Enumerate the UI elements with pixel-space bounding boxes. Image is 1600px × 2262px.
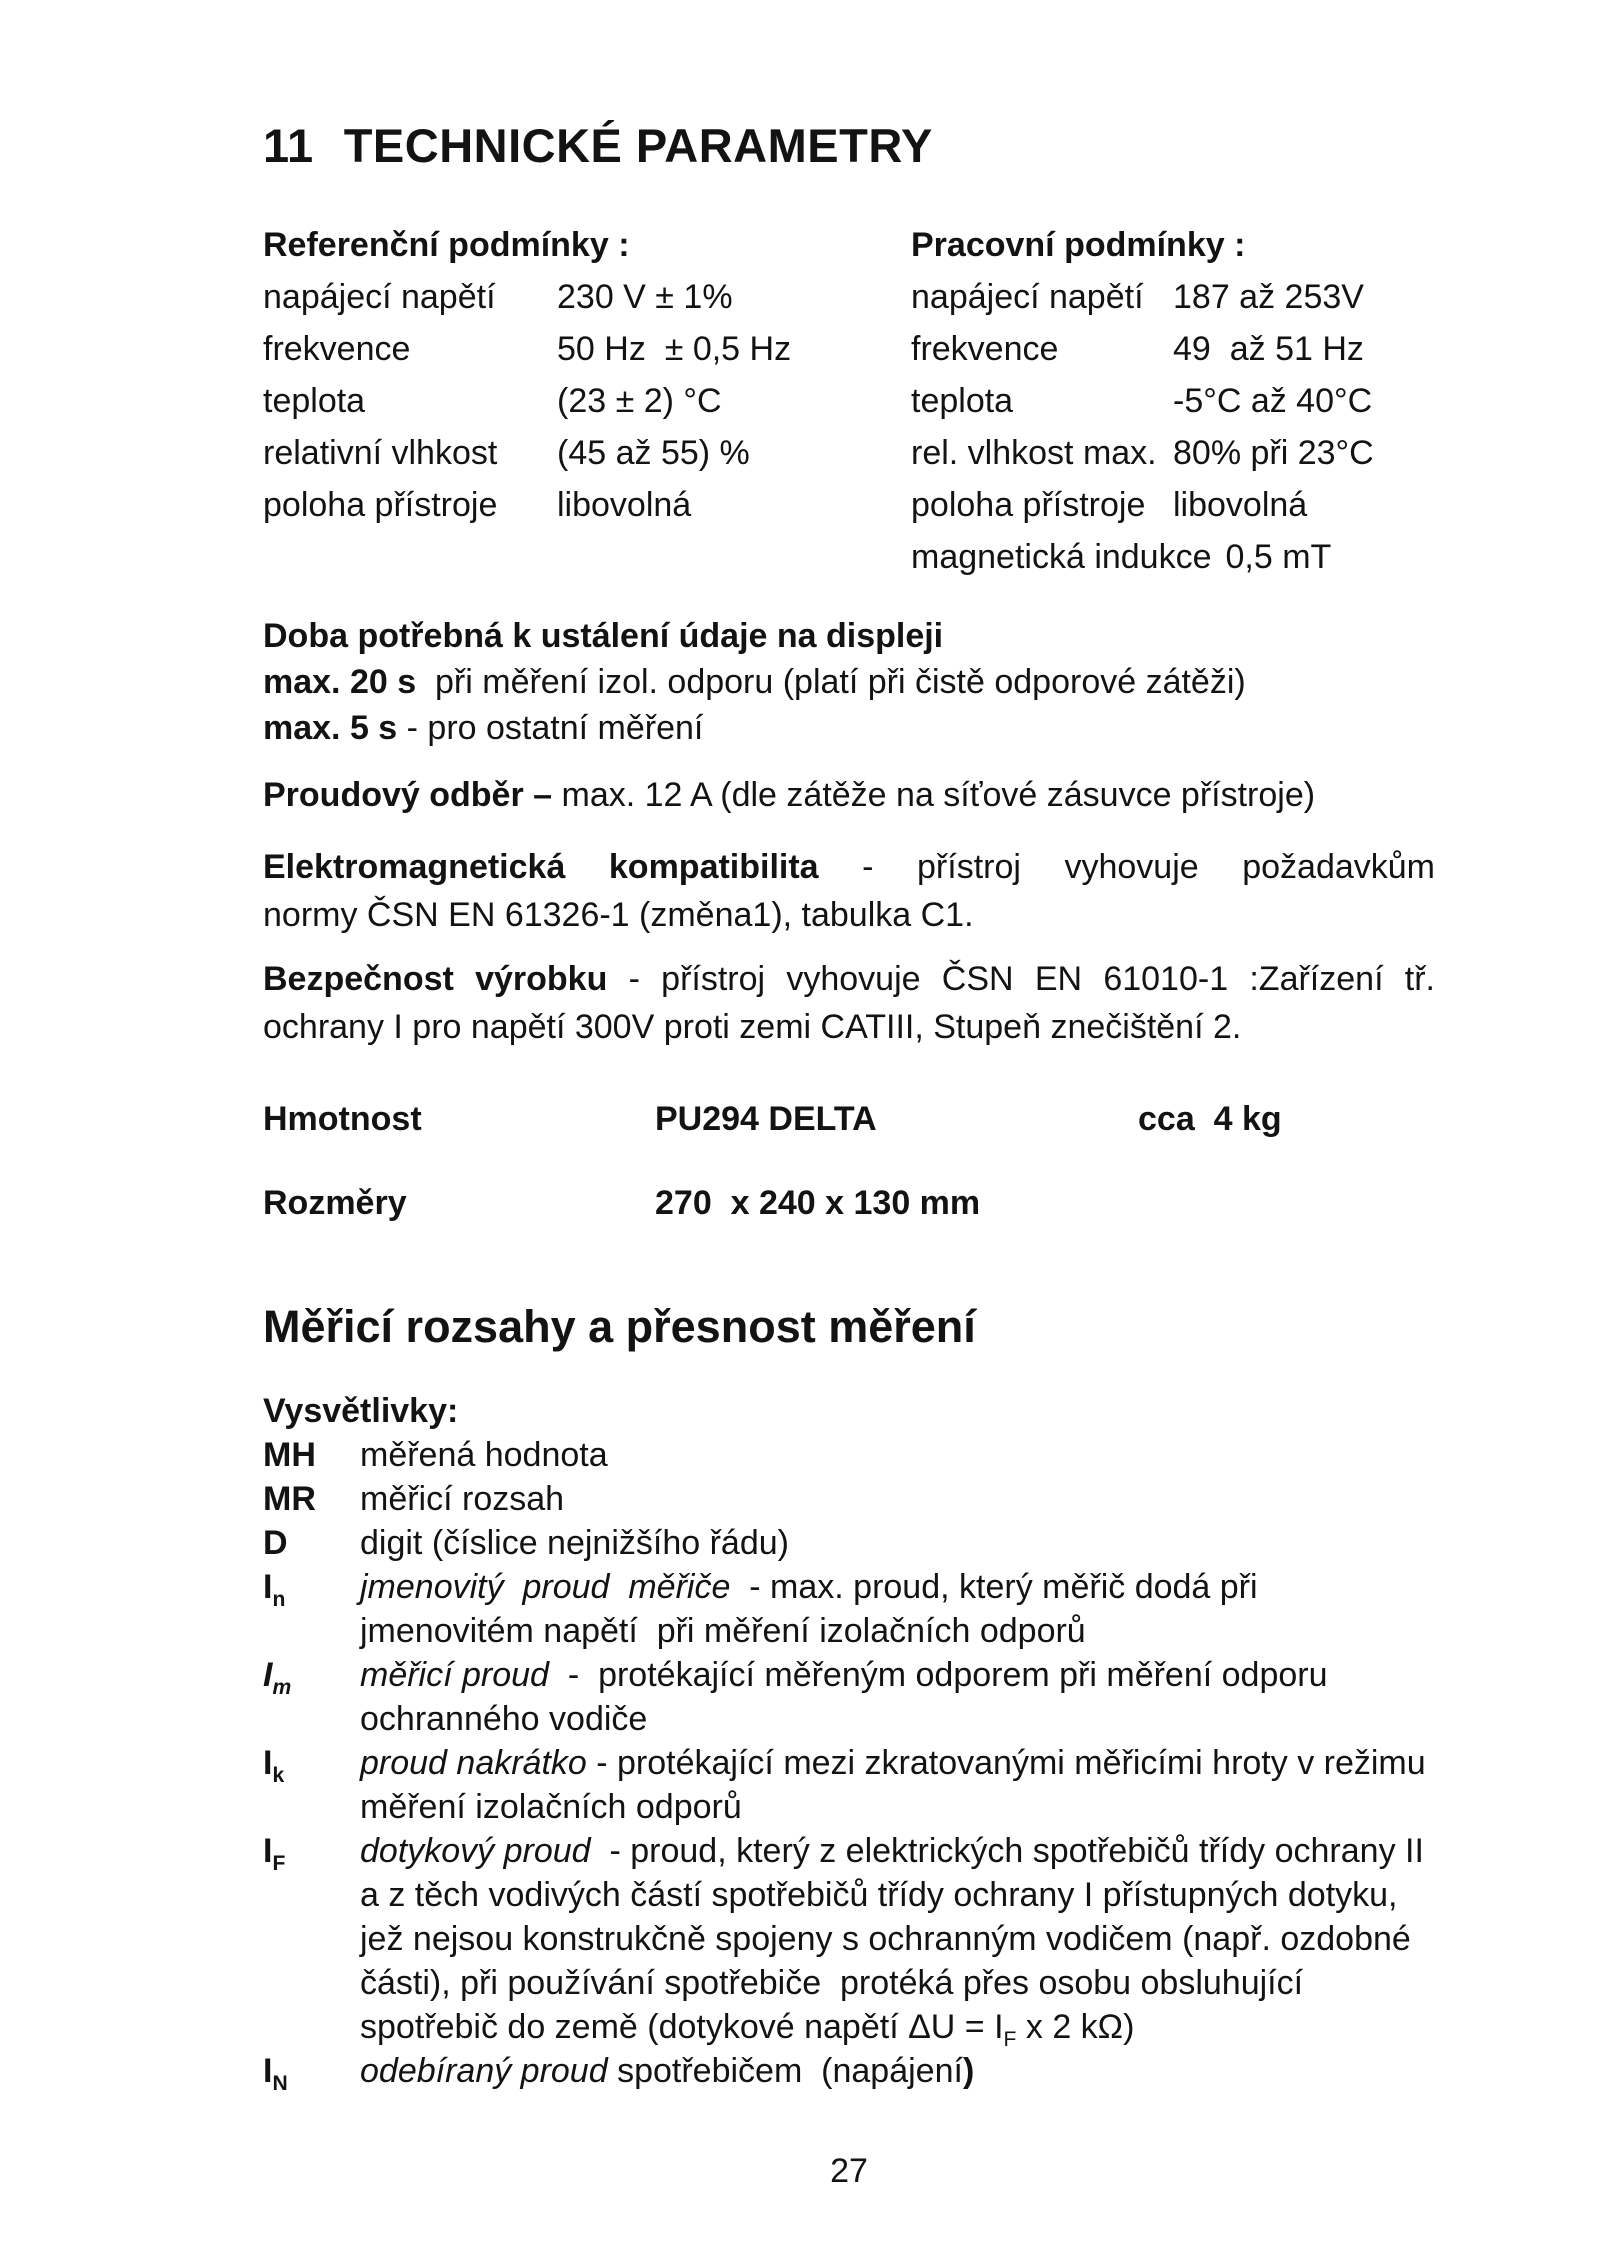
condition-label: frekvence: [911, 330, 1059, 368]
safety-term: Bezpečnost výrobku: [263, 960, 608, 998]
definition-text: spotřebičem (napájení: [607, 2052, 963, 2090]
legend-definition: [360, 1653, 1435, 1741]
condition-value: 230 V ± 1%: [557, 278, 733, 316]
weight-value: cca 4 kg: [1138, 1100, 1282, 1138]
legend-term: [263, 2049, 360, 2093]
definition-text: - max. proud, který měřič dodá při jmenovitém napětí při měření izolačních odporů: [360, 1568, 1268, 1650]
term-symbol: MH: [263, 1436, 316, 1474]
settling-value: max. 5 s: [263, 709, 398, 747]
legend-title: Vysvětlivky:: [263, 1392, 459, 1430]
legend-term: [263, 1829, 360, 2049]
device-model: PU294 DELTA: [655, 1100, 877, 1138]
legend-section: [263, 1389, 1445, 2095]
condition-row: [263, 271, 911, 323]
legend-item: [263, 1521, 1435, 1565]
current-draw-paragraph: [263, 771, 1435, 819]
legend-definition: [360, 1741, 1445, 1829]
legend-term: [263, 1433, 360, 1477]
definition-text: měřicí rozsah: [360, 1480, 565, 1518]
legend-definition: [360, 2049, 1435, 2093]
definition-text: x 2 kΩ): [1016, 2008, 1135, 2046]
settling-description: - pro ostatní měření: [397, 709, 704, 747]
display-settling-section: [263, 613, 1435, 751]
working-conditions: [911, 219, 1435, 583]
section-title-text: TECHNICKÉ PARAMETRY: [343, 119, 933, 172]
working-conditions-heading: Pracovní podmínky :: [911, 226, 1246, 264]
legend-item: [263, 1477, 1435, 1521]
condition-value: 187 až 253V: [1173, 278, 1364, 316]
condition-row: [263, 323, 911, 375]
condition-row: [263, 427, 911, 479]
condition-label: magnetická indukce: [911, 538, 1212, 576]
legend-term: [263, 1653, 360, 1741]
condition-row: [263, 479, 911, 531]
legend-definition: [360, 1477, 1435, 1521]
term-symbol: I: [263, 1832, 273, 1870]
condition-row: [911, 479, 1435, 531]
definition-text: - protékající mezi zkratovanými měřicími hroty v režimu měření izolačních odporů: [360, 1744, 1445, 1826]
dimensions-value: 270 x 240 x 130 mm: [655, 1184, 981, 1222]
legend-item: [263, 1433, 1435, 1477]
page-title: [263, 118, 1435, 173]
term-symbol: I: [263, 1656, 273, 1694]
definition-term: jmenovitý proud měřiče: [360, 1568, 731, 1606]
condition-label: teplota: [911, 382, 1014, 420]
legend-term: [263, 1521, 360, 1565]
weight-label: Hmotnost: [263, 1100, 422, 1138]
condition-value: libovolná: [1173, 486, 1308, 524]
condition-value: 50 Hz ± 0,5 Hz: [557, 330, 792, 368]
condition-value: 0,5 mT: [1225, 538, 1332, 576]
current-draw-term: Proudový odběr –: [263, 776, 553, 814]
legend-term: [263, 1477, 360, 1521]
legend-item: [263, 1653, 1435, 1741]
display-settling-line: [263, 659, 1435, 705]
term-subscript: n: [272, 1587, 286, 1611]
term-subscript: F: [272, 1851, 286, 1875]
condition-value: 49 až 51 Hz: [1173, 330, 1364, 368]
conditions-section: [263, 219, 1435, 583]
page-number: 27: [830, 2152, 868, 2190]
settling-value: max. 20 s: [263, 663, 417, 701]
definition-text: - protékající měřeným odporem při měření odporu ochranného vodiče: [360, 1656, 1337, 1738]
condition-row: [911, 427, 1435, 479]
condition-value: (23 ± 2) °C: [557, 382, 722, 420]
condition-label: poloha přístroje: [263, 486, 498, 524]
definition-bold-tail: ): [962, 2052, 975, 2090]
condition-label: napájecí napětí: [911, 278, 1144, 316]
reference-conditions: [263, 219, 911, 583]
display-settling-line: [263, 705, 1435, 751]
reference-conditions-heading: Referenční podmínky :: [263, 226, 630, 264]
definition-text: měřená hodnota: [360, 1436, 608, 1474]
legend-item: [263, 1829, 1435, 2049]
legend-definition: [360, 1433, 1435, 1477]
definition-term: měřicí proud: [360, 1656, 549, 1694]
legend-definition: [360, 1829, 1435, 2049]
term-symbol: MR: [263, 1480, 316, 1518]
definition-term: dotykový proud: [360, 1832, 591, 1870]
condition-row: [911, 271, 1435, 323]
condition-row: [911, 375, 1435, 427]
condition-value: 80% při 23°C: [1173, 434, 1374, 472]
condition-row: [911, 531, 1435, 583]
safety-text: - přístroj vyhovuje ČSN EN 61010-1 :Zařízení tř. ochrany I pro napětí 300V proti zemi CATIII, Stupeň znečištění 2.: [263, 960, 1435, 1046]
condition-row: [911, 323, 1435, 375]
emc-line: normy ČSN EN 61326-1 (změna1), tabulka C1.: [263, 896, 974, 934]
emc-paragraph: [263, 843, 1435, 939]
condition-value: libovolná: [557, 486, 692, 524]
condition-row: [263, 375, 911, 427]
ranges-heading: Měřicí rozsahy a přesnost měření: [263, 1301, 976, 1352]
definition-text: - proud, který z elektrických spotřebičů třídy ochrany II a z těch vodivých částí spotřebičů třídy ochrany I přístupných dotyku, jež nejsou konstrukčně spojeny s ochranným vodičem (např. ozdobné části), při používání spotřebiče protéká přes osobu obsluhující spotřebič do země (dotykové napětí ΔU = I: [360, 1832, 1434, 2046]
definition-text: digit (číslice nejnižšího řádu): [360, 1524, 789, 1562]
term-subscript: k: [272, 1763, 285, 1787]
settling-description: při měření izol. odporu (platí při čistě odporové zátěži): [416, 663, 1246, 701]
legend-item: [263, 1565, 1435, 1653]
condition-label: poloha přístroje: [911, 486, 1146, 524]
section-number: 11: [263, 119, 314, 172]
term-symbol: I: [263, 1568, 273, 1606]
current-draw-text: max. 12 A (dle zátěže na síťové zásuvce přístroje): [552, 776, 1316, 814]
display-settling-heading: Doba potřebná k ustálení údaje na displeji: [263, 617, 944, 655]
definition-term: proud nakrátko: [360, 1744, 587, 1782]
condition-label: napájecí napětí: [263, 278, 496, 316]
term-symbol: D: [263, 1524, 288, 1562]
dimensions-row: [263, 1179, 1435, 1227]
definition-term: odebíraný proud: [360, 2052, 608, 2090]
inline-subscript: F: [1003, 2027, 1017, 2051]
condition-label: relativní vlhkost: [263, 434, 498, 472]
term-subscript: m: [272, 1675, 292, 1699]
legend-term: [263, 1741, 360, 1829]
legend-definition: [360, 1565, 1435, 1653]
legend-item: [263, 1741, 1445, 1829]
emc-term: Elektromagnetická kompatibilita: [263, 848, 819, 886]
condition-label: rel. vlhkost max.: [911, 434, 1157, 472]
emc-text: - přístroj vyhovuje požadavkům: [818, 848, 1435, 886]
legend-definition: [360, 1521, 1435, 1565]
weight-row: [263, 1095, 1435, 1143]
term-subscript: N: [272, 2071, 288, 2095]
condition-label: teplota: [263, 382, 366, 420]
condition-value: (45 až 55) %: [557, 434, 750, 472]
dimensions-label: Rozměry: [263, 1184, 407, 1222]
emc-line: [263, 843, 1435, 891]
safety-paragraph: [263, 955, 1435, 1051]
legend-term: [263, 1565, 360, 1653]
term-symbol: I: [263, 1744, 273, 1782]
condition-label: frekvence: [263, 330, 411, 368]
legend-item: [263, 2049, 1435, 2093]
condition-value: -5°C až 40°C: [1173, 382, 1373, 420]
term-symbol: I: [263, 2052, 273, 2090]
